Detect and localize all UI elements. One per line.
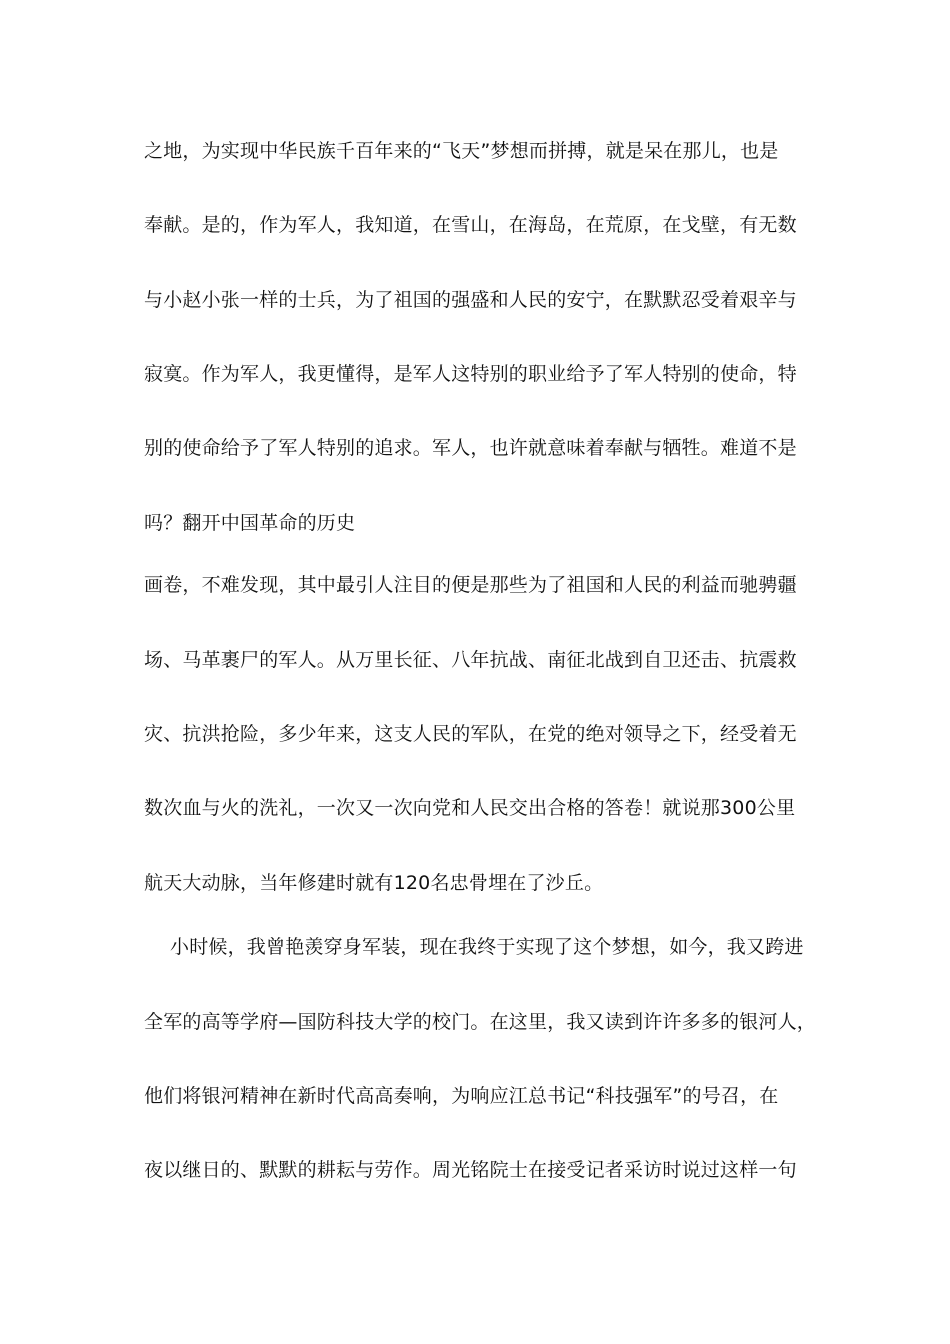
text-line: 数次血与火的洗礼，一次又一次向党和人民交出合格的答卷！就说那300公里 — [144, 797, 796, 819]
text-line: 寂寞。作为军人，我更懂得，是军人这特别的职业给予了军人特别的使命，特 — [144, 363, 797, 385]
text-line: 吗？翻开中国革命的历史 — [144, 512, 356, 534]
text-line: 与小赵小张一样的士兵，为了祖国的强盛和人民的安宁，在默默忍受着艰辛与 — [144, 289, 797, 311]
text-line: 别的使命给予了军人特别的追求。军人，也许就意味着奉献与牺牲。难道不是 — [144, 437, 797, 459]
text-line: 全军的高等学府—国防科技大学的校门。在这里，我又读到许许多多的银河人， — [144, 1011, 817, 1033]
text-line: 画卷，不难发现，其中最引人注目的便是那些为了祖国和人民的利益而驰骋疆 — [144, 574, 797, 596]
text-line: 航天大动脉，当年修建时就有120名忠骨埋在了沙丘。 — [144, 872, 604, 894]
text-line: 场、马革裹尸的军人。从万里长征、八年抗战、南征北战到自卫还击、抗震救 — [144, 649, 797, 671]
text-line: 他们将银河精神在新时代高高奏响，为响应江总书记“科技强军”的号召，在 — [144, 1085, 779, 1107]
text-line: 之地，为实现中华民族千百年来的“飞天”梦想而拼搏，就是呆在那儿，也是 — [144, 140, 779, 162]
text-line: 奉献。是的，作为军人，我知道，在雪山，在海岛，在荒原，在戈壁，有无数 — [144, 214, 797, 236]
paragraph-first-line: 小时候，我曾艳羡穿身军装，现在我终于实现了这个梦想，如今，我又跨进 — [170, 936, 804, 958]
text-line: 夜以继日的、默默的耕耘与劳作。周光铭院士在接受记者采访时说过这样一句 — [144, 1159, 797, 1181]
text-line: 灾、抗洪抢险，多少年来，这支人民的军队，在党的绝对领导之下，经受着无 — [144, 723, 797, 745]
